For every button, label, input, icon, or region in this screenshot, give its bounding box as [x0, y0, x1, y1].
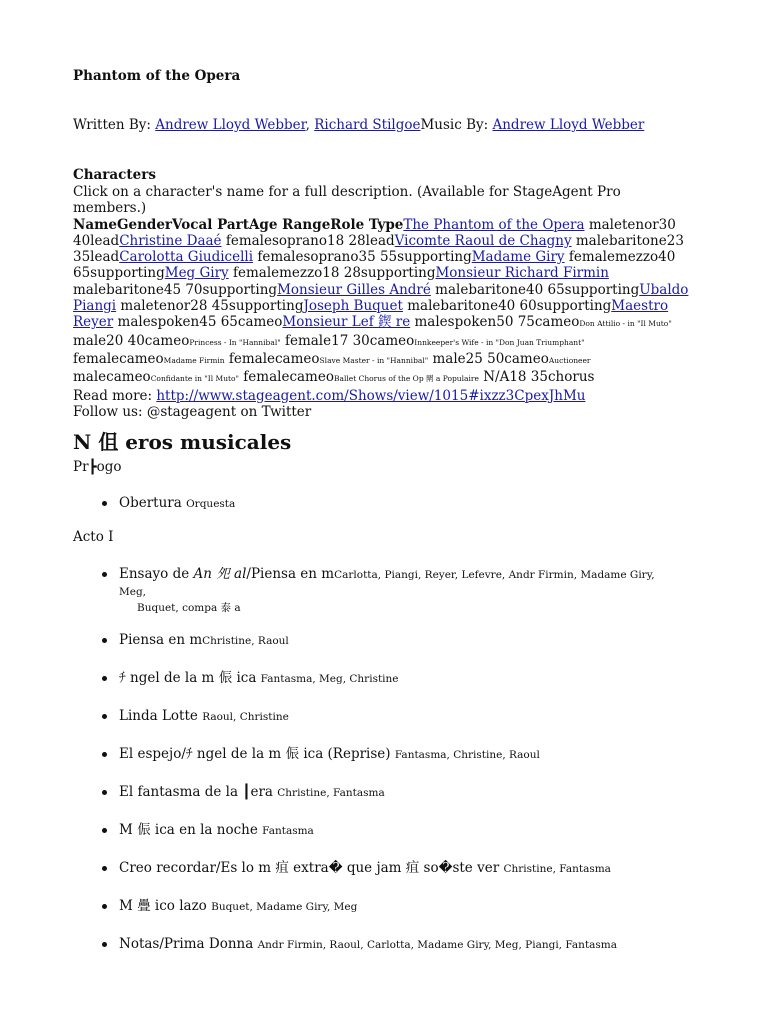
character-info: femalesoprano18 28lead [221, 232, 395, 249]
list-item [73, 566, 683, 616]
page-title: Phantom of the Opera [73, 68, 241, 84]
character-link[interactable]: Meg Giry [164, 265, 229, 282]
characters-table-header: NameGenderVocal PartAge RangeRole Type [73, 216, 404, 233]
music-by-label: Music By: [420, 117, 493, 133]
character-link[interactable]: Joseph Buquet [303, 298, 403, 315]
credits-separator: , [305, 117, 315, 133]
song-title: Piensa en m [119, 632, 203, 648]
song-title: El fantasma de la ┃era [119, 784, 273, 800]
song-cast: Raoul, Christine [202, 711, 289, 723]
character-info: malebaritone45 70supporting [73, 281, 278, 298]
character-link[interactable]: Monsieur Richard Firmin [435, 265, 609, 282]
character-info: N/A18 35chorus [478, 369, 595, 386]
character-info: male20 40cameo [73, 332, 190, 349]
character-name: Don Attilio - in "Il Muto" [579, 319, 672, 329]
list-item [73, 860, 683, 877]
song-title: Ensayo de [119, 566, 194, 582]
read-more-label: Read more: [73, 387, 157, 404]
character-name: Innkeeper's Wife - in "Don Juan Triumphant" [414, 337, 585, 347]
character-info: femalecameo [224, 350, 320, 367]
song-title: Obertura [119, 495, 182, 511]
list-item [73, 708, 683, 725]
song-cast: Christine, Fantasma [503, 863, 611, 875]
character-link[interactable]: Carolotta Giudicelli [119, 249, 254, 266]
character-name: Auctioneer [548, 355, 591, 365]
song-title: M 侲 ica en la noche [119, 822, 258, 838]
character-info: maletenor30 40lead [73, 216, 676, 249]
writer-link-1[interactable]: Andrew Lloyd Webber [155, 117, 306, 133]
song-cast: Christine, Raoul [202, 635, 289, 647]
characters-heading: Characters [73, 167, 156, 183]
song-cast: Fantasma, Meg, Christine [260, 673, 399, 685]
prologo-list [73, 495, 683, 512]
character-name: Princess - In "Hannibal" [189, 337, 281, 347]
character-info: malespoken45 65cameo [113, 314, 283, 331]
character-name: Madame Firmin [163, 355, 225, 365]
list-item [73, 936, 683, 953]
character-info: femalesoprano35 55supporting [253, 249, 472, 266]
character-link[interactable]: Maestro Reyer [73, 298, 669, 331]
song-cast: Orquesta [186, 498, 236, 510]
song-title: ﾁ ngel de la m 侲 ica [119, 670, 257, 686]
song-cast: Fantasma [262, 825, 314, 837]
character-info: female17 30cameo [280, 332, 415, 349]
character-info: femalemezzo40 65supporting [73, 249, 676, 282]
character-info: malespoken50 75cameo [410, 314, 580, 331]
character-link[interactable]: Christine Daaé [119, 232, 222, 249]
song-title: Notas/Prima Donna [119, 936, 254, 952]
song-title: Creo recordar/Es lo m 疽 extra� que jam 疽 so�ste ver [119, 860, 500, 876]
song-cast: Buquet, Madame Giry, Meg [211, 901, 358, 913]
list-item [73, 632, 683, 649]
song-title: M 疊 ico lazo [119, 898, 207, 914]
section-prologo: Pr┣ogo [73, 459, 122, 475]
written-by-label: Written By: [73, 117, 156, 133]
list-item [73, 495, 683, 512]
character-info: maletenor28 45supporting [116, 298, 304, 315]
list-item [73, 784, 683, 801]
characters-block [73, 184, 693, 420]
character-info: male25 50cameo [428, 350, 549, 367]
character-info: femalecameo [73, 350, 164, 367]
song-cast: Fantasma, Christine, Raoul [394, 749, 540, 761]
song-title: El espejo/ﾁ ngel de la m 侲 ica (Reprise) [119, 746, 391, 762]
read-more-link[interactable]: http://www.stageagent.com/Shows/view/1015#ixzz3CpexJhMu [156, 387, 586, 404]
character-info: malebaritone40 60supporting [402, 298, 612, 315]
character-link[interactable]: Ubaldo Piangi [73, 281, 689, 315]
character-info: malebaritone23 35lead [73, 232, 684, 266]
list-item [73, 670, 683, 687]
credits-line [73, 117, 644, 133]
list-item [73, 746, 683, 763]
song-title-rest: /Piensa en m [246, 566, 335, 582]
character-link[interactable]: Monsieur Gilles André [277, 281, 431, 298]
character-info: femalecameo [239, 369, 334, 386]
character-link[interactable]: The Phantom of the Opera [403, 216, 585, 233]
acto-list [73, 566, 683, 953]
character-info: malebaritone40 65supporting [430, 281, 640, 298]
song-title: Linda Lotte [119, 708, 198, 724]
song-cast: Andr Firmin, Raoul, Carlotta, Madame Giry, Meg, Piangi, Fantasma [257, 939, 618, 951]
character-link[interactable]: Madame Giry [471, 249, 565, 266]
writer-link-2[interactable]: Richard Stilgoe [314, 117, 421, 133]
follow-line: Follow us: @stageagent on Twitter [73, 403, 312, 420]
list-item [73, 822, 683, 839]
composer-link[interactable]: Andrew Lloyd Webber [492, 117, 645, 133]
section-acto-i: Acto I [73, 529, 114, 545]
song-cast: Carlotta, Piangi, Reyer, Lefevre, Andr Firmin, Madame Giry, Meg, [119, 569, 655, 598]
characters-intro: Click on a character's name for a full description. (Available for StageAgent Pro members.) [73, 184, 621, 217]
character-info: malecameo [73, 369, 151, 386]
character-link[interactable]: Vicomte Raoul de Chagny [394, 232, 572, 249]
song-cast: Christine, Fantasma [277, 787, 385, 799]
numeros-heading: N 伹 eros musicales [73, 430, 292, 454]
list-item [73, 898, 683, 915]
song-title-italic: An 夗 al [193, 566, 247, 582]
character-link[interactable]: Monsieur Lef 鍥 re [282, 314, 411, 331]
character-name: Ballet Chorus of the Op 閛 a Populaire [333, 374, 479, 384]
character-name: Slave Master - in "Hannibal" [319, 355, 429, 365]
character-name: Confidante in "Il Muto" [150, 374, 240, 384]
song-cast-continued: Buquet, compa 泰 a [137, 602, 241, 614]
character-info: femalemezzo18 28supporting [228, 265, 436, 282]
